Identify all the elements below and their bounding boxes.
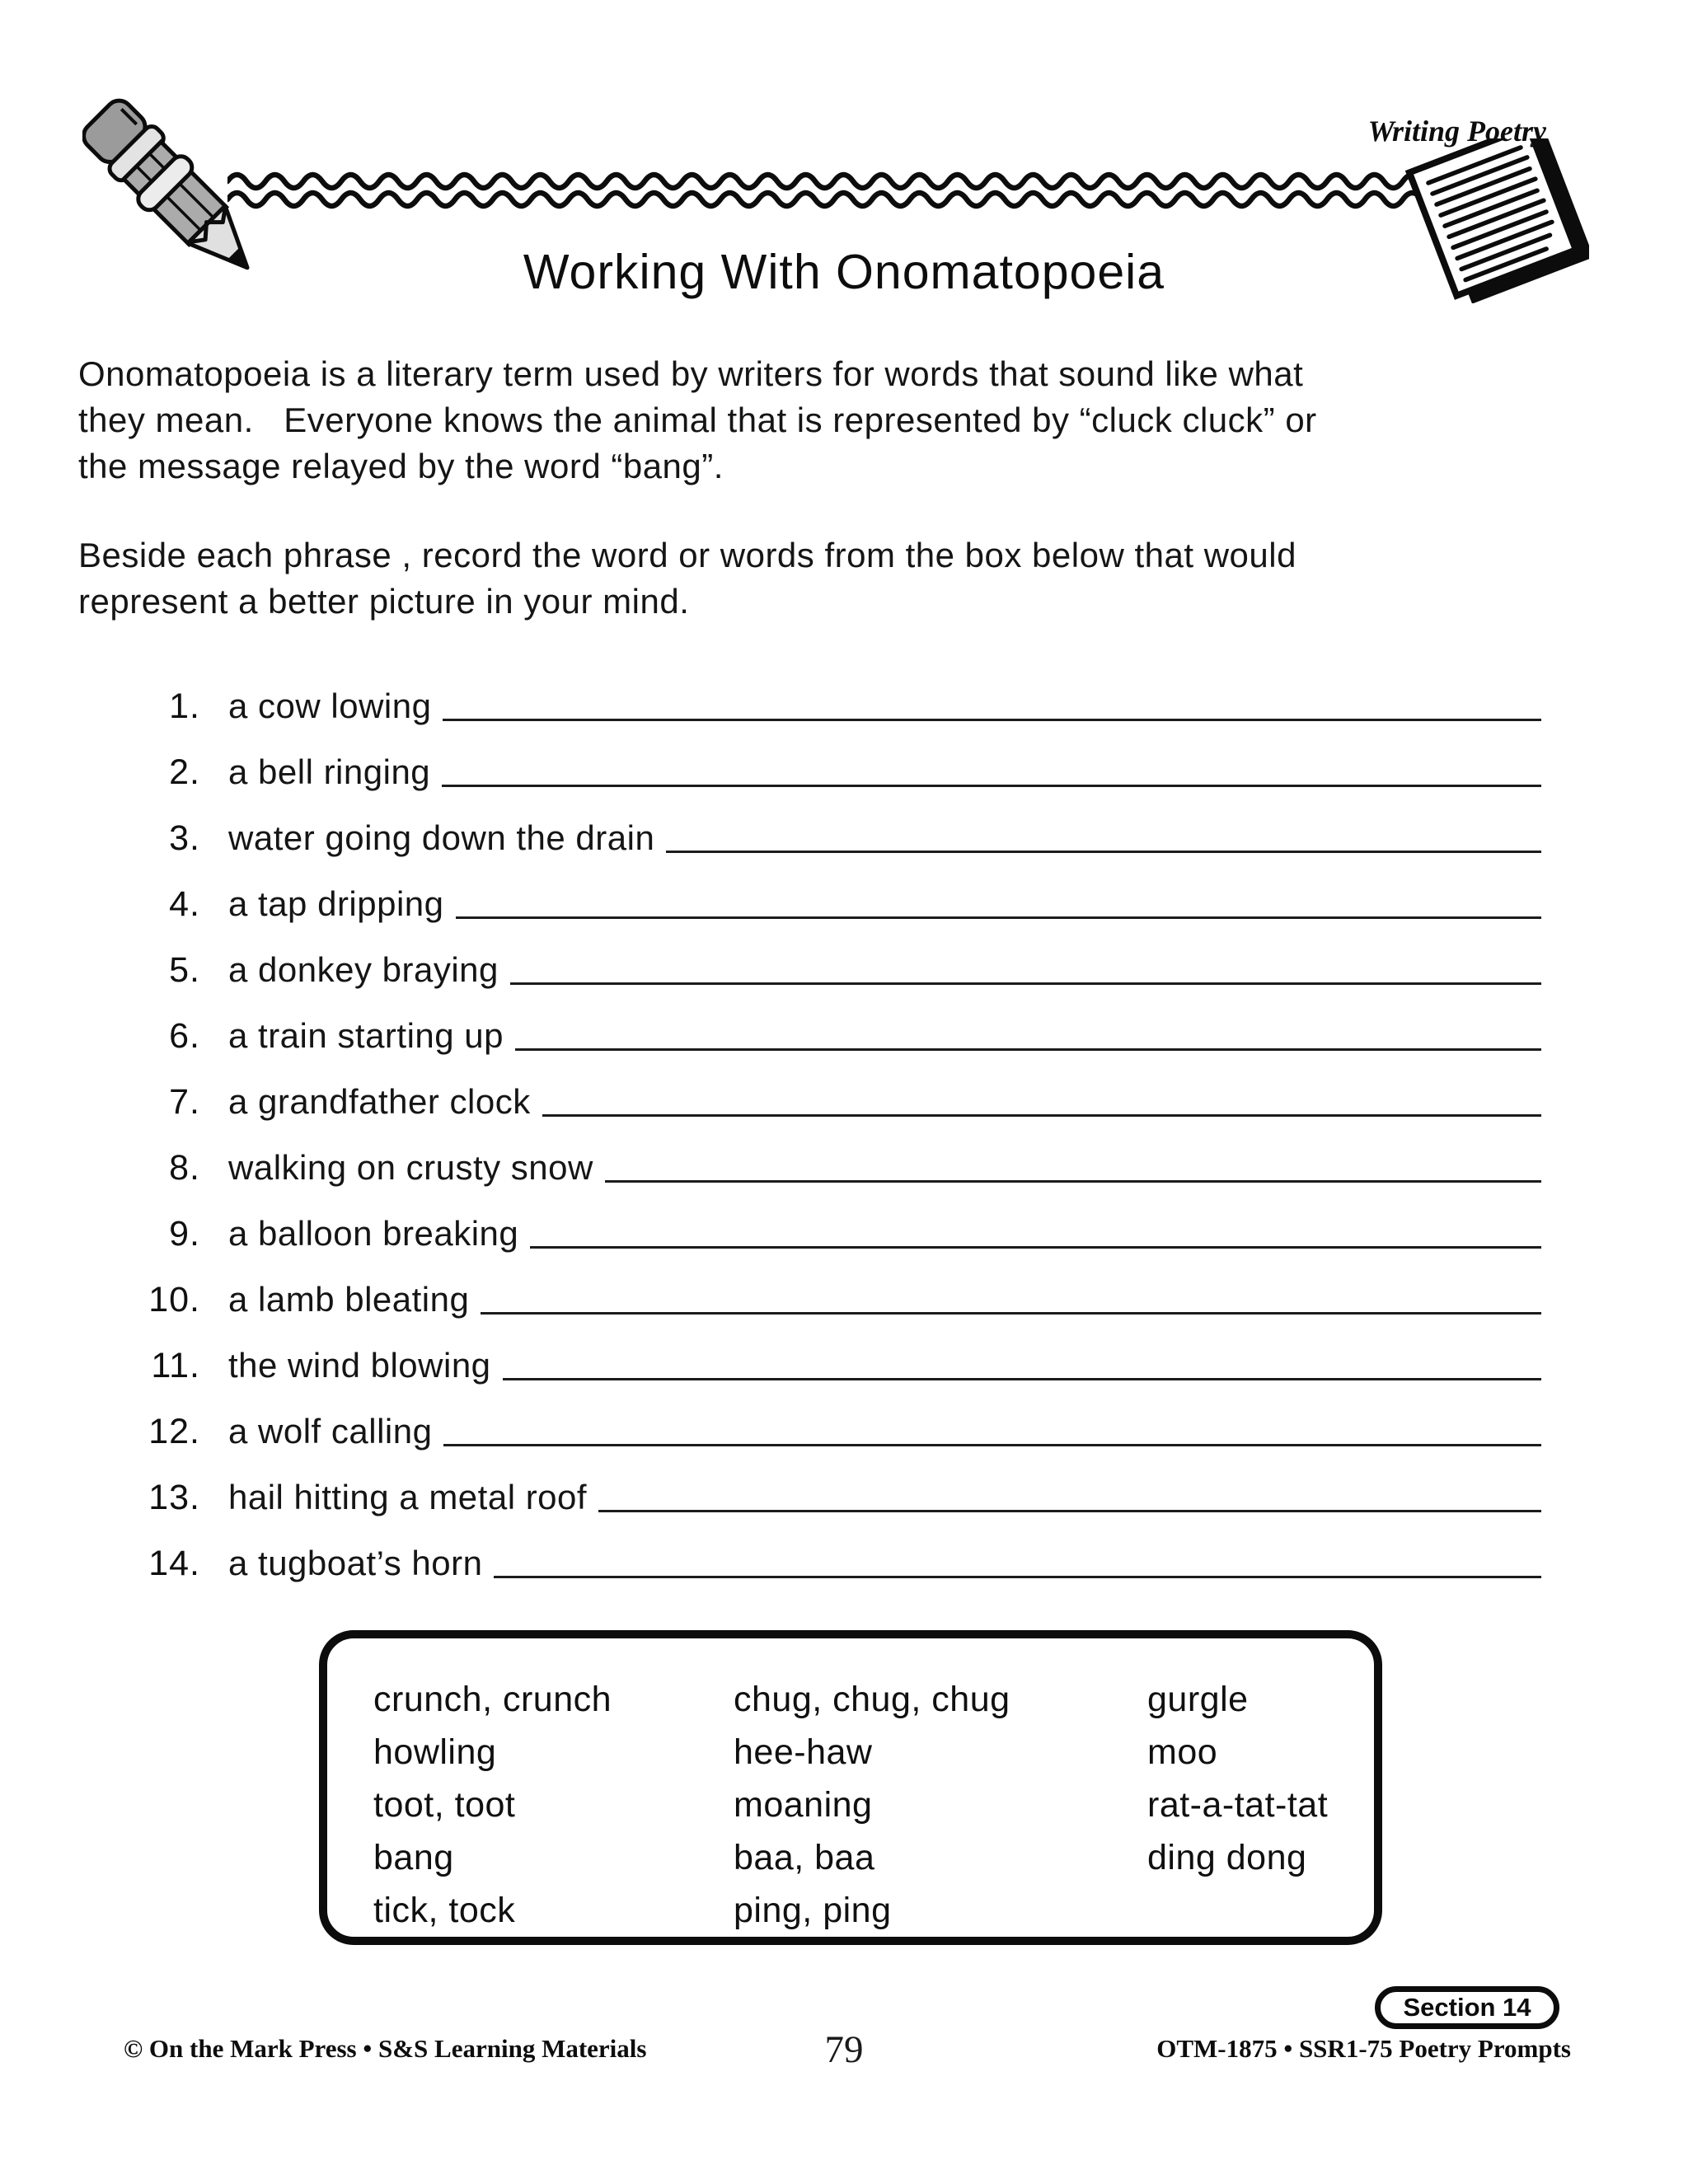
item-number: 6. (169, 1016, 200, 1056)
answer-blank (666, 851, 1541, 853)
answer-blank (456, 916, 1541, 919)
word-bank-grid (373, 1673, 1374, 1937)
word-bank-word: ping, ping (734, 1891, 892, 1930)
answer-blank (598, 1510, 1541, 1512)
item-label: a cow lowing (228, 687, 432, 725)
item-label: water going down the drain (228, 818, 655, 857)
list-item (124, 1055, 1541, 1121)
item-label: a grandfather clock (228, 1082, 531, 1121)
footer-product-code: OTM-1875 • SSR1-75 Poetry Prompts (1156, 2034, 1571, 2063)
footer-page-number: 79 (824, 2028, 864, 2071)
answer-blank (542, 1114, 1541, 1117)
word-bank-word: chug, chug, chug (734, 1680, 1010, 1719)
item-number: 11. (151, 1346, 200, 1385)
answer-blank (515, 1048, 1541, 1051)
word-bank-word: hee-haw (734, 1732, 873, 1772)
instructions-paragraph (78, 532, 1529, 625)
answer-blank (530, 1246, 1541, 1249)
answer-blank (605, 1180, 1541, 1183)
intro-line: the message relayed by the word “bang”. (78, 447, 724, 485)
item-number: 13. (148, 1478, 200, 1517)
item-label: a bell ringing (228, 752, 431, 791)
item-number: 4. (169, 884, 200, 924)
word-bank-word: rat-a-tat-tat (1147, 1785, 1329, 1825)
page-title: Working With Onomatopoeia (523, 245, 1165, 299)
item-label: hail hitting a metal roof (228, 1478, 588, 1516)
item-number: 10. (148, 1280, 200, 1319)
item-number: 5. (169, 950, 200, 990)
instructions-line: represent a better picture in your mind. (78, 582, 690, 621)
intro-line: Onomatopoeia is a literary term used by writers for words that sound like what (78, 354, 1304, 393)
item-label: a train starting up (228, 1016, 504, 1055)
word-bank-word: baa, baa (734, 1838, 875, 1877)
answer-blank (443, 719, 1541, 721)
list-item (124, 1451, 1541, 1516)
item-label: a balloon breaking (228, 1214, 519, 1253)
answer-blank (494, 1576, 1541, 1578)
word-bank-column (1147, 1673, 1374, 1937)
word-bank-column (734, 1673, 1147, 1937)
footer-publisher: © On the Mark Press • S&S Learning Materials (124, 2034, 647, 2063)
item-number: 12. (148, 1412, 200, 1451)
intro-paragraph (78, 351, 1529, 490)
list-item (124, 923, 1541, 989)
word-bank-box (319, 1630, 1382, 1945)
item-number: 14. (148, 1544, 200, 1583)
list-item (124, 989, 1541, 1055)
intro-line: they mean. Everyone knows the animal that is represented by “cluck cluck” or (78, 401, 1317, 439)
word-bank-word: ding dong (1147, 1838, 1307, 1877)
list-item (124, 1187, 1541, 1253)
item-label: a wolf calling (228, 1412, 433, 1451)
item-number: 2. (169, 752, 200, 792)
instructions-line: Beside each phrase , record the word or words from the box below that would (78, 536, 1296, 574)
answer-blank (481, 1312, 1541, 1315)
item-number: 3. (169, 818, 200, 858)
list-item (124, 791, 1541, 857)
list-item (124, 1319, 1541, 1385)
word-bank-word: moaning (734, 1785, 873, 1825)
word-bank-word: moo (1147, 1732, 1218, 1772)
list-item (124, 659, 1541, 725)
list-item (124, 725, 1541, 791)
item-label: a tugboat’s horn (228, 1544, 483, 1582)
answer-blank (510, 982, 1541, 985)
wavy-divider (227, 168, 1456, 219)
item-label: a donkey braying (228, 950, 499, 989)
word-bank-word: toot, toot (373, 1785, 516, 1825)
list-item (124, 1253, 1541, 1319)
word-bank-column (373, 1673, 734, 1937)
item-number: 1. (169, 687, 200, 726)
item-number: 9. (169, 1214, 200, 1254)
list-item (124, 1121, 1541, 1187)
list-item (124, 1516, 1541, 1582)
item-label: a lamb bleating (228, 1280, 470, 1319)
item-label: a tap dripping (228, 884, 444, 923)
word-bank-word: bang (373, 1838, 454, 1877)
word-bank-word: tick, tock (373, 1891, 516, 1930)
word-bank-word: crunch, crunch (373, 1680, 612, 1719)
corner-label: Writing Poetry (1367, 115, 1546, 148)
answer-blank (443, 1444, 1541, 1446)
answer-blank (442, 785, 1541, 787)
item-label: walking on crusty snow (228, 1148, 593, 1187)
item-number: 8. (169, 1148, 200, 1188)
word-bank-word: gurgle (1147, 1680, 1249, 1719)
list-item (124, 1385, 1541, 1451)
section-badge: Section 14 (1375, 1986, 1559, 2029)
word-bank-word: howling (373, 1732, 497, 1772)
list-item (124, 857, 1541, 923)
item-label: the wind blowing (228, 1346, 491, 1385)
phrase-list (124, 659, 1541, 1582)
answer-blank (503, 1378, 1541, 1380)
item-number: 7. (169, 1082, 200, 1122)
